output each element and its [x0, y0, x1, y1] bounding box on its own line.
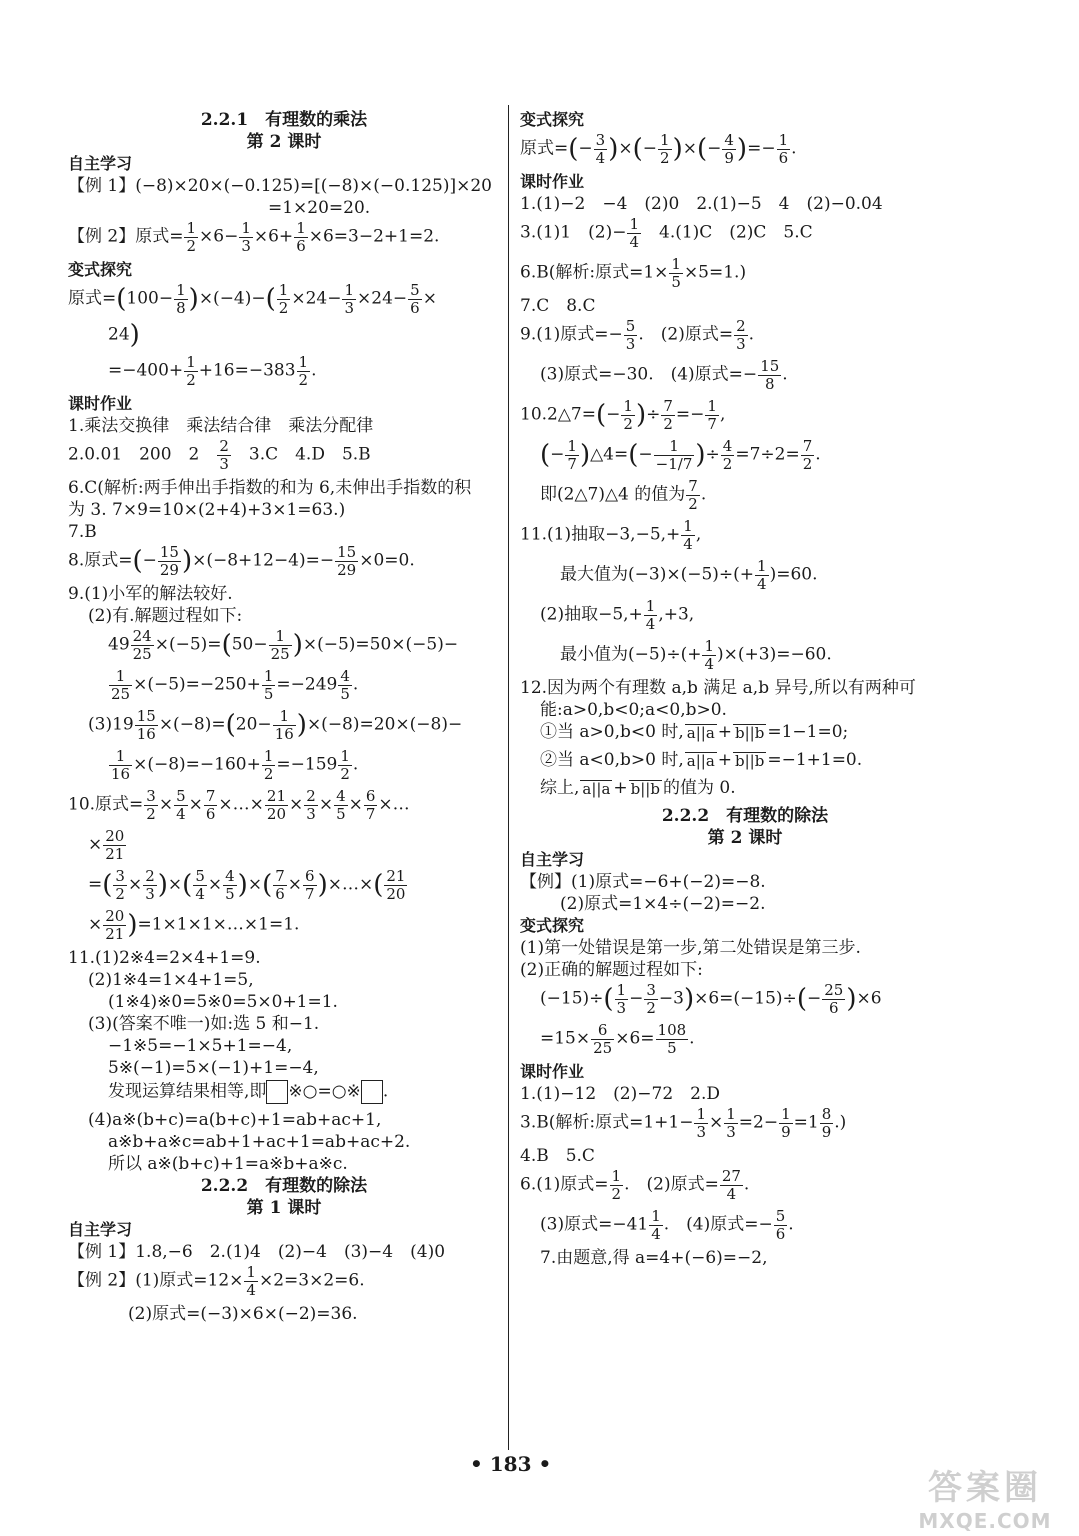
right-line: 课时作业 — [520, 172, 585, 191]
fraction: $\frac{1}{2}$ — [186, 219, 197, 255]
fraction: $\frac{7}{6}$ — [205, 787, 216, 823]
right-line: 自主学习 — [520, 850, 585, 869]
fraction: $\frac{1}{9}$ — [781, 1105, 791, 1141]
fraction: $\frac{1}{4}$ — [757, 557, 767, 593]
right-line: 12.因为两个有理数 a,b 满足 a,b 异号,所以有两种可 — [520, 678, 916, 698]
fraction: $\frac{21}{20}$ — [386, 867, 406, 903]
fraction: $\frac{4}{2}$ — [722, 437, 733, 473]
fraction: $\frac{1}{3}$ — [616, 981, 627, 1017]
fraction: $\frac{21}{20}$ — [266, 787, 287, 823]
fraction: $\frac{4}{5}$ — [225, 867, 235, 903]
fraction: $\frac{1}{3}$ — [726, 1105, 736, 1141]
fraction: $\frac{15}{8}$ — [760, 357, 780, 393]
left-line: −1※5=−1×5+1=−4, — [108, 1036, 293, 1056]
right-line: (3)原式=−30. (4)原式=− $\frac{15}{8}$ . — [540, 357, 788, 393]
right-line: 课时作业 — [520, 1062, 585, 1081]
right-line: 原式=(− $\frac{3}{4}$ )×(− $\frac{1}{2}$ )×(− $\frac{4}{9}$ )=− $\frac{1}{6}$ . — [520, 131, 797, 167]
left-line: 第 2 课时 — [246, 132, 322, 152]
fraction: $\frac{1}{25}$ — [111, 667, 131, 703]
left-line: 自主学习 — [68, 1220, 133, 1239]
fraction: $\frac{2}{3}$ — [145, 867, 155, 903]
fraction: $\frac{1}{7}$ — [567, 437, 577, 473]
right-line: 第 2 课时 — [707, 828, 783, 848]
fraction: $\frac{5}{3}$ — [625, 317, 636, 353]
right-line: ②当 a<0,b>0 时, a||a + b||b =−1+1=0. — [540, 750, 863, 770]
fraction: $\frac{1}{3}$ — [344, 281, 355, 317]
right-line: 【例】(1)原式=−6+(−2)=−8. — [520, 872, 766, 892]
fraction: $\frac{3}{2}$ — [115, 867, 125, 903]
fraction: $\frac{3}{2}$ — [146, 787, 156, 823]
fraction: $\frac{2}{3}$ — [306, 787, 316, 823]
left-column — [68, 110, 500, 1326]
left-line: $\frac{1}{16}$ ×(−8)=−160+ $\frac{1}{2}$ =−159 $\frac{1}{2}$ . — [111, 747, 359, 783]
right-line: 6.(1)原式= $\frac{1}{2}$ . (2)原式= $\frac{27}{4}$ . — [520, 1167, 750, 1203]
page-number: • 183 • — [470, 1452, 552, 1476]
right-line: 变式探究 — [520, 110, 585, 129]
left-line: 【例 2】(1)原式=12× $\frac{1}{4}$ ×2=3×2=6. — [68, 1263, 365, 1299]
right-line: 1.(1)−2 −4 (2)0 2.(1)−5 4 (2)−0.04 — [520, 194, 883, 214]
left-line: 为 3. 7×9=10×(2+4)+3×1=63.) — [68, 500, 346, 520]
right-line: (2)抽取−5,+ $\frac{1}{4}$ ,+3, — [540, 597, 695, 633]
right-line: 最大值为(−3)×(−5)÷(+ $\frac{1}{4}$ )=60. — [560, 557, 818, 593]
fraction: $\frac{1}{2}$ — [278, 281, 289, 317]
fraction: $\frac{20}{21}$ — [105, 827, 125, 863]
fraction: $\frac{4}{5}$ — [336, 787, 346, 823]
fraction: $\frac{1}{2}$ — [611, 1167, 622, 1203]
left-line: (3)(答案不唯一)如:选 5 和−1. — [88, 1014, 320, 1034]
fraction: $\frac{1}{5}$ — [671, 255, 681, 291]
fraction: $\frac{5}{6}$ — [410, 281, 420, 317]
left-line: 变式探究 — [68, 260, 133, 279]
left-line: 自主学习 — [68, 154, 133, 173]
fraction: $\frac{7}{6}$ — [275, 867, 285, 903]
fraction: $\frac{20}{21}$ — [105, 907, 125, 943]
fraction: $\frac{1}{2}$ — [263, 747, 274, 783]
left-line: (2)原式=(−3)×6×(−2)=36. — [128, 1304, 358, 1324]
left-line: 原式=(100− $\frac{1}{8}$ )×(−4)−( $\frac{1}{2}$ ×24− $\frac{1}{3}$ ×24− $\frac{5}{6}$ × — [68, 281, 437, 317]
fraction: $\frac{7}{2}$ — [688, 477, 698, 513]
fraction: $\frac{5}{4}$ — [176, 787, 186, 823]
fraction: a||a — [686, 751, 715, 770]
blank-box — [361, 1080, 383, 1104]
right-line: 3.(1)1 (2)− $\frac{1}{4}$ 4.(1)C (2)C 5.C — [520, 215, 813, 251]
fraction: $\frac{5}{6}$ — [775, 1207, 786, 1243]
right-line: 10.2△7=(− $\frac{1}{2}$ )÷ $\frac{7}{2}$ =− $\frac{1}{7}$ , — [520, 397, 726, 433]
right-line: (3)原式=−41 $\frac{1}{4}$ . (4)原式=− $\frac{5}{6}$ . — [540, 1207, 794, 1243]
fraction: $\frac{1}{4}$ — [645, 597, 656, 633]
fraction: b||b — [735, 723, 765, 742]
left-line: (1※4)※0=5※0=5×0+1=1. — [108, 992, 338, 1012]
right-line: 9.(1)原式=− $\frac{5}{3}$ . (2)原式= $\frac{2}{3}$ . — [520, 317, 755, 353]
left-line: 11.(1)2※4=2×4+1=9. — [68, 948, 261, 968]
left-line: 发现运算结果相等,即 ※○=○※ . — [68, 1080, 500, 1104]
right-line: 4.B 5.C — [520, 1146, 595, 1166]
left-line: =−400+ $\frac{1}{2}$ +16=−383 $\frac{1}{2}$ . — [108, 353, 317, 389]
fraction: $\frac{6}{7}$ — [365, 787, 376, 823]
left-line: 2.0.01 200 2 $\frac{2}{3}$ 3.C 4.D 5.B — [68, 437, 371, 473]
fraction: $\frac{1}{3}$ — [241, 219, 251, 255]
right-line: (− $\frac{1}{7}$ )△4=(− $\frac{1}{-1/7}$ )÷ $\frac{4}{2}$ =7÷2= $\frac{7}{2}$ . — [540, 437, 821, 473]
left-line: 6.C(解析:两手伸出手指数的和为 6,未伸出手指数的积 — [68, 478, 472, 498]
watermark-logo — [900, 1460, 1070, 1533]
fraction: $\frac{1}{4}$ — [651, 1207, 661, 1243]
fraction: $\frac{6}{25}$ — [593, 1021, 613, 1057]
left-line: 2.2.1 有理数的乘法 — [200, 110, 368, 130]
left-line: (3)19 $\frac{15}{16}$ ×(−8)=(20− $\frac{1}{16}$ )×(−8)=20×(−8)− — [88, 707, 463, 743]
left-line: 所以 a※(b+c)+1=a※b+a※c. — [108, 1154, 348, 1174]
left-line: 第 1 课时 — [246, 1198, 322, 1218]
fraction: $\frac{1}{4}$ — [704, 637, 714, 673]
fraction: $\frac{1}{2}$ — [660, 131, 670, 167]
fraction: $\frac{8}{9}$ — [821, 1105, 832, 1141]
right-line: 3.B(解析:原式=1+1− $\frac{1}{3}$ × $\frac{1}{3}$ =2− $\frac{1}{9}$ =1 $\frac{8}{9}$ .) — [520, 1105, 847, 1141]
fraction: $\frac{3}{4}$ — [595, 131, 606, 167]
fraction: $\frac{3}{2}$ — [646, 981, 656, 1017]
left-line: 1.乘法交换律 乘法结合律 乘法分配律 — [68, 416, 374, 436]
left-line: 5※(−1)=5×(−1)+1=−4, — [108, 1058, 319, 1078]
left-line: 9.(1)小军的解法较好. — [68, 584, 233, 604]
fraction: a||a — [686, 723, 715, 742]
fraction: b||b — [630, 779, 660, 798]
fraction: $\frac{1}{4}$ — [246, 1263, 256, 1299]
right-line: 11.(1)抽取−3,−5,+ $\frac{1}{4}$ , — [520, 517, 702, 553]
fraction: $\frac{1}{2}$ — [186, 353, 196, 389]
right-line: (2)正确的解题过程如下: — [520, 960, 703, 980]
right-line: 即(2△7)△4 的值为 $\frac{7}{2}$ . — [540, 477, 707, 513]
fraction: $\frac{27}{4}$ — [721, 1167, 741, 1203]
left-line: × $\frac{20}{21}$ — [88, 827, 125, 863]
blank-box — [266, 1080, 288, 1104]
left-line: (2)1※4=1×4+1=5, — [88, 970, 254, 990]
fraction: $\frac{1}{2}$ — [623, 397, 633, 433]
right-line: 能:a>0,b<0;a<0,b>0. — [540, 700, 727, 720]
left-line: 【例 2】原式= $\frac{1}{2}$ ×6− $\frac{1}{3}$ ×6+ $\frac{1}{6}$ ×6=3−2+1=2. — [68, 219, 440, 255]
fraction: $\frac{1}{3}$ — [696, 1105, 706, 1141]
left-line: =1×20=20. — [268, 198, 371, 218]
fraction: $\frac{1}{5}$ — [263, 667, 274, 703]
left-line: 【例 1】(−8)×20×(−0.125)=[(−8)×(−0.125)]×20 — [68, 176, 492, 196]
left-line: 10.原式= $\frac{3}{2}$ × $\frac{5}{4}$ × $\frac{7}{6}$ ×…× $\frac{21}{20}$ × $\frac{2}{3}$ × $\frac{4}{5}$ × $\frac{6}{7}$ ×… — [68, 787, 410, 823]
fraction: $\frac{1}{6}$ — [778, 131, 789, 167]
fraction: $\frac{6}{7}$ — [305, 867, 315, 903]
left-line: 2.2.2 有理数的除法 — [200, 1176, 368, 1196]
right-line: 最小值为(−5)÷(+ $\frac{1}{4}$ )×(+3)=−60. — [560, 637, 832, 673]
left-line: 24) — [108, 320, 140, 350]
right-line: ①当 a>0,b<0 时, a||a + b||b =1−1=0; — [540, 722, 849, 742]
fraction: $\frac{4}{9}$ — [724, 131, 734, 167]
fraction: $\frac{1}{16}$ — [274, 707, 294, 743]
left-line: × $\frac{20}{21}$ )=1×1×1×…×1=1. — [88, 907, 300, 943]
fraction: $\frac{1}{7}$ — [707, 397, 717, 433]
right-line: 6.B(解析:原式=1× $\frac{1}{5}$ ×5=1.) — [520, 255, 747, 291]
right-line: 综上, a||a + b||b 的值为 0. — [540, 778, 736, 798]
left-line: =( $\frac{3}{2}$ × $\frac{2}{3}$ )×( $\frac{5}{4}$ × $\frac{4}{5}$ )×( $\frac{7}{6}$ × $\frac{6}{7}$ )×…×( $\frac{21}{20}$ — [88, 867, 406, 903]
left-line: $\frac{1}{25}$ ×(−5)=−250+ $\frac{1}{5}$ =−249 $\frac{4}{5}$ . — [111, 667, 359, 703]
fraction: $\frac{1}{16}$ — [111, 747, 131, 783]
right-line: 2.2.2 有理数的除法 — [661, 806, 829, 826]
right-line: (−15)÷( $\frac{1}{3}$ − $\frac{3}{2}$ −3)×6=(−15)÷(− $\frac{25}{6}$ )×6 — [540, 981, 882, 1017]
right-column — [520, 110, 970, 1270]
fraction: $\frac{15}{29}$ — [337, 543, 357, 579]
fraction: $\frac{1}{8}$ — [176, 281, 186, 317]
fraction: $\frac{2}{3}$ — [219, 437, 229, 473]
fraction: $\frac{1}{4}$ — [629, 215, 639, 251]
right-line: 7.由题意,得 a=4+(−6)=−2, — [540, 1248, 768, 1268]
fraction: $\frac{7}{2}$ — [802, 437, 813, 473]
left-line: (4)a※(b+c)=a(b+c)+1=ab+ac+1, — [88, 1110, 382, 1130]
fraction: $\frac{1}{25}$ — [270, 627, 290, 663]
right-line: (1)第一处错误是第一步,第二处错误是第三步. — [520, 938, 861, 958]
fraction: $\frac{1}{-1/7}$ — [655, 437, 693, 473]
left-line: (2)有.解题过程如下: — [88, 606, 243, 626]
watermark-url: MXQE.COM — [918, 1509, 1052, 1533]
left-line: a※b+a※c=ab+1+ac+1=ab+ac+2. — [108, 1132, 411, 1152]
fraction: $\frac{1}{6}$ — [296, 219, 306, 255]
fraction: $\frac{15}{29}$ — [159, 543, 179, 579]
left-line: 课时作业 — [68, 394, 133, 413]
left-line: 49 $\frac{24}{25}$ ×(−5)=(50− $\frac{1}{25}$ )×(−5)=50×(−5)− — [108, 627, 459, 663]
right-line: 变式探究 — [520, 916, 585, 935]
fraction: $\frac{24}{25}$ — [132, 627, 152, 663]
fraction: $\frac{108}{5}$ — [657, 1021, 687, 1057]
fraction: a||a — [582, 779, 611, 798]
watermark-text: 答案圈 — [928, 1468, 1042, 1508]
column-divider — [508, 105, 509, 1450]
fraction: $\frac{15}{16}$ — [136, 707, 156, 743]
left-line: 【例 1】1.8,−6 2.(1)4 (2)−4 (3)−4 (4)0 — [68, 1242, 446, 1262]
right-line: =15× $\frac{6}{25}$ ×6= $\frac{108}{5}$ . — [540, 1021, 695, 1057]
fraction: $\frac{7}{2}$ — [663, 397, 673, 433]
right-line: 7.C 8.C — [520, 296, 596, 316]
right-line: 1.(1)−12 (2)−72 2.D — [520, 1084, 720, 1104]
left-line: 7.B — [68, 522, 97, 542]
fraction: $\frac{4}{5}$ — [340, 667, 350, 703]
fraction: $\frac{1}{2}$ — [298, 353, 309, 389]
fraction: $\frac{1}{4}$ — [683, 517, 693, 553]
fraction: $\frac{25}{6}$ — [824, 981, 844, 1017]
right-line: (2)原式=1×4÷(−2)=−2. — [560, 894, 766, 914]
fraction: $\frac{2}{3}$ — [736, 317, 746, 353]
fraction: $\frac{5}{4}$ — [195, 867, 205, 903]
fraction: b||b — [735, 751, 765, 770]
left-line: 8.原式=(− $\frac{15}{29}$ )×(−8+12−4)=− $\frac{15}{29}$ ×0=0. — [68, 543, 415, 579]
fraction: $\frac{1}{2}$ — [340, 747, 350, 783]
